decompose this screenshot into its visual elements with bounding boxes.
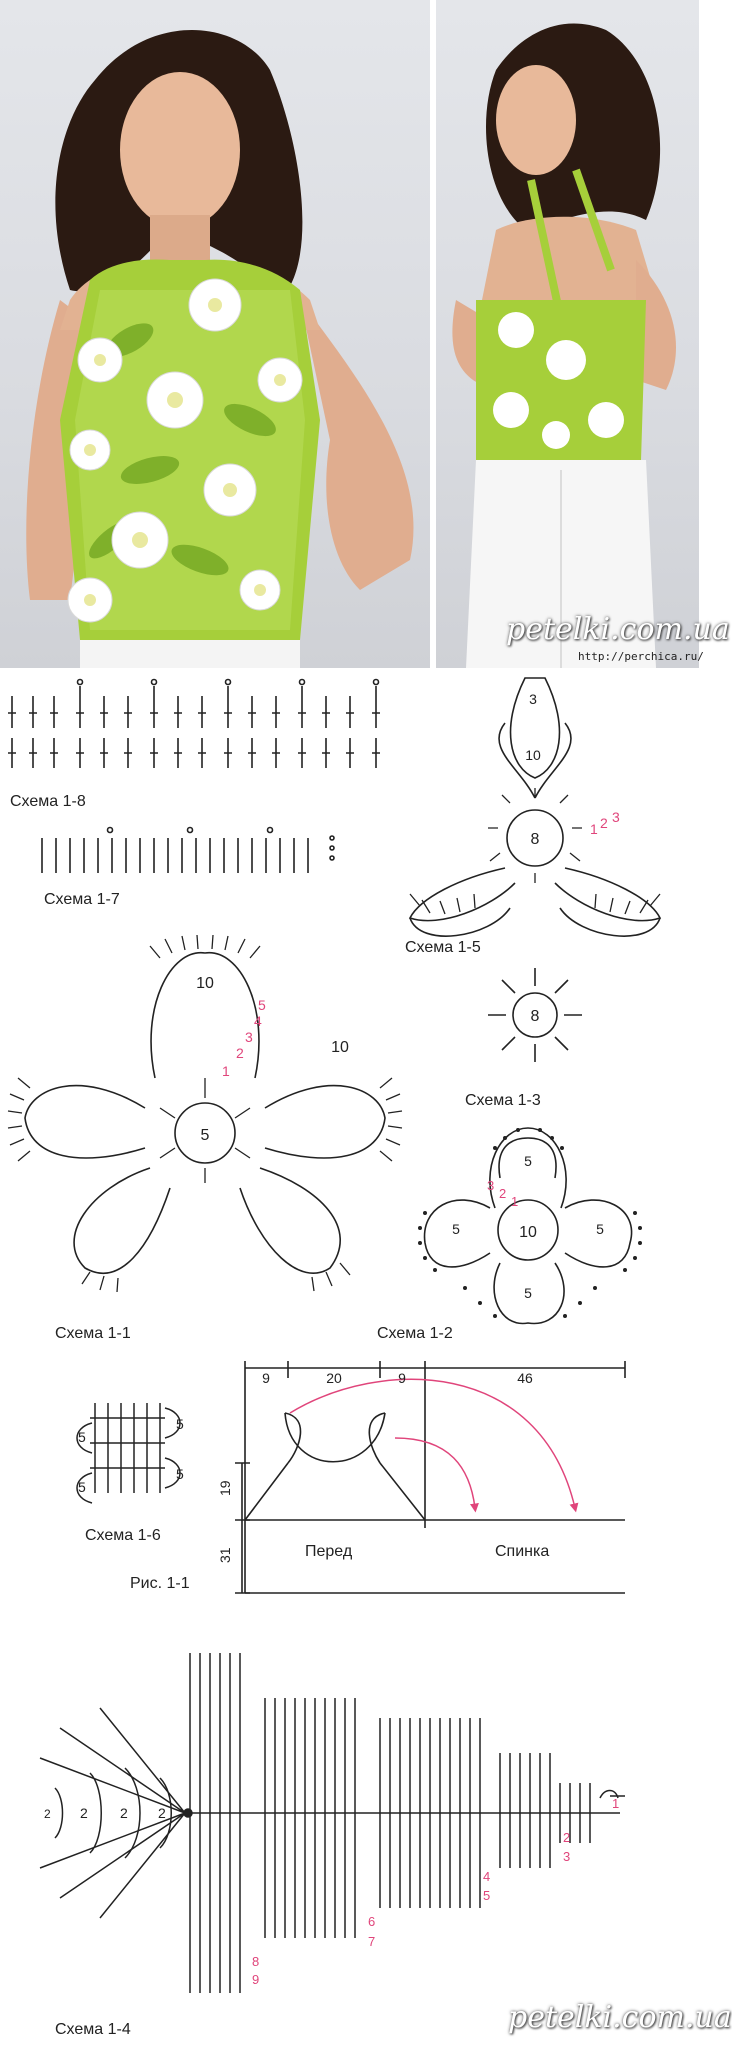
dimension-label: 31: [217, 1547, 233, 1563]
motif-num: 10: [196, 975, 214, 992]
motif-num: 2: [44, 1807, 51, 1821]
motif-num: 5: [176, 1416, 184, 1432]
motif-num: 5: [78, 1429, 86, 1445]
round-num: 3: [245, 1029, 253, 1045]
scheme-1-1-label: Схема 1-1: [55, 1325, 131, 1342]
front-label: Перед: [305, 1543, 353, 1560]
motif-num: 8: [530, 831, 540, 848]
scheme-1-7-chart: [42, 828, 334, 874]
dimension-label: 46: [517, 1370, 533, 1386]
dimension-label: 9: [262, 1370, 270, 1386]
round-num: 2: [600, 815, 608, 831]
motif-num: 5: [596, 1221, 604, 1237]
round-num: 3: [487, 1178, 495, 1193]
motif-num: 5: [176, 1466, 184, 1482]
dimension-label: 20: [326, 1370, 342, 1386]
dimension-label: 9: [398, 1370, 406, 1386]
motif-num: 3: [529, 691, 537, 707]
motif-num: 2: [120, 1805, 128, 1821]
scheme-1-4-chart: [40, 1653, 625, 1993]
crochet-diagrams: [0, 668, 699, 2050]
back-view-photo: [436, 0, 730, 668]
row-num: 6: [368, 1914, 376, 1929]
scheme-1-2-label: Схема 1-2: [377, 1325, 453, 1342]
front-view-illustration: [0, 0, 430, 668]
scheme-1-5-chart: [410, 678, 660, 936]
scheme-1-6-chart: [77, 1403, 180, 1503]
row-num: 3: [563, 1849, 571, 1864]
round-num: 1: [590, 821, 598, 837]
row-num: 4: [483, 1869, 491, 1884]
figure-label: Рис. 1-1: [130, 1575, 190, 1592]
scheme-1-4-label: Схема 1-4: [55, 2021, 131, 2038]
round-num: 4: [254, 1013, 262, 1029]
scheme-1-7-label: Схема 1-7: [44, 891, 120, 908]
row-num: 9: [252, 1972, 260, 1987]
arrows: [290, 1379, 575, 1508]
watermark-top: petelki.com.ua: [506, 612, 730, 647]
motif-num: 2: [158, 1805, 166, 1821]
motif-num: 2: [80, 1805, 88, 1821]
round-num: 3: [612, 809, 620, 825]
round-num: 5: [258, 997, 266, 1013]
motif-num: 10: [525, 747, 541, 763]
motif-num: 10: [331, 1039, 349, 1056]
back-label: Спинка: [495, 1543, 550, 1560]
round-num: 2: [499, 1186, 507, 1201]
motif-num: 10: [519, 1224, 537, 1241]
watermark-bottom: petelki.com.ua: [508, 2000, 732, 2035]
scheme-1-6-label: Схема 1-6: [85, 1527, 161, 1544]
motif-num: 8: [530, 1008, 540, 1025]
credit-url: http://perchica.ru/: [578, 650, 704, 663]
dimension-label: 19: [217, 1480, 233, 1496]
round-num: 1: [511, 1194, 519, 1209]
row-num: 7: [368, 1934, 376, 1949]
diagrams-svg: [0, 668, 699, 2050]
front-view-photo: [0, 0, 430, 668]
round-num: 2: [236, 1045, 244, 1061]
round-num: 1: [222, 1063, 230, 1079]
pattern-figure: [235, 1361, 625, 1593]
row-num: 1: [612, 1796, 620, 1811]
scheme-1-8-label: Схема 1-8: [10, 793, 86, 810]
row-num: 5: [483, 1888, 491, 1903]
row-num: 2: [563, 1830, 571, 1845]
scheme-1-5-label: Схема 1-5: [405, 939, 481, 956]
back-view-illustration: [436, 0, 699, 668]
scheme-1-3-label: Схема 1-3: [465, 1092, 541, 1109]
scheme-1-8-chart: [8, 680, 380, 769]
row-num: 8: [252, 1954, 260, 1969]
motif-num: 5: [78, 1479, 86, 1495]
motif-num: 5: [524, 1153, 532, 1169]
motif-num: 5: [200, 1127, 210, 1144]
motif-num: 5: [524, 1285, 532, 1301]
motif-num: 5: [452, 1221, 460, 1237]
